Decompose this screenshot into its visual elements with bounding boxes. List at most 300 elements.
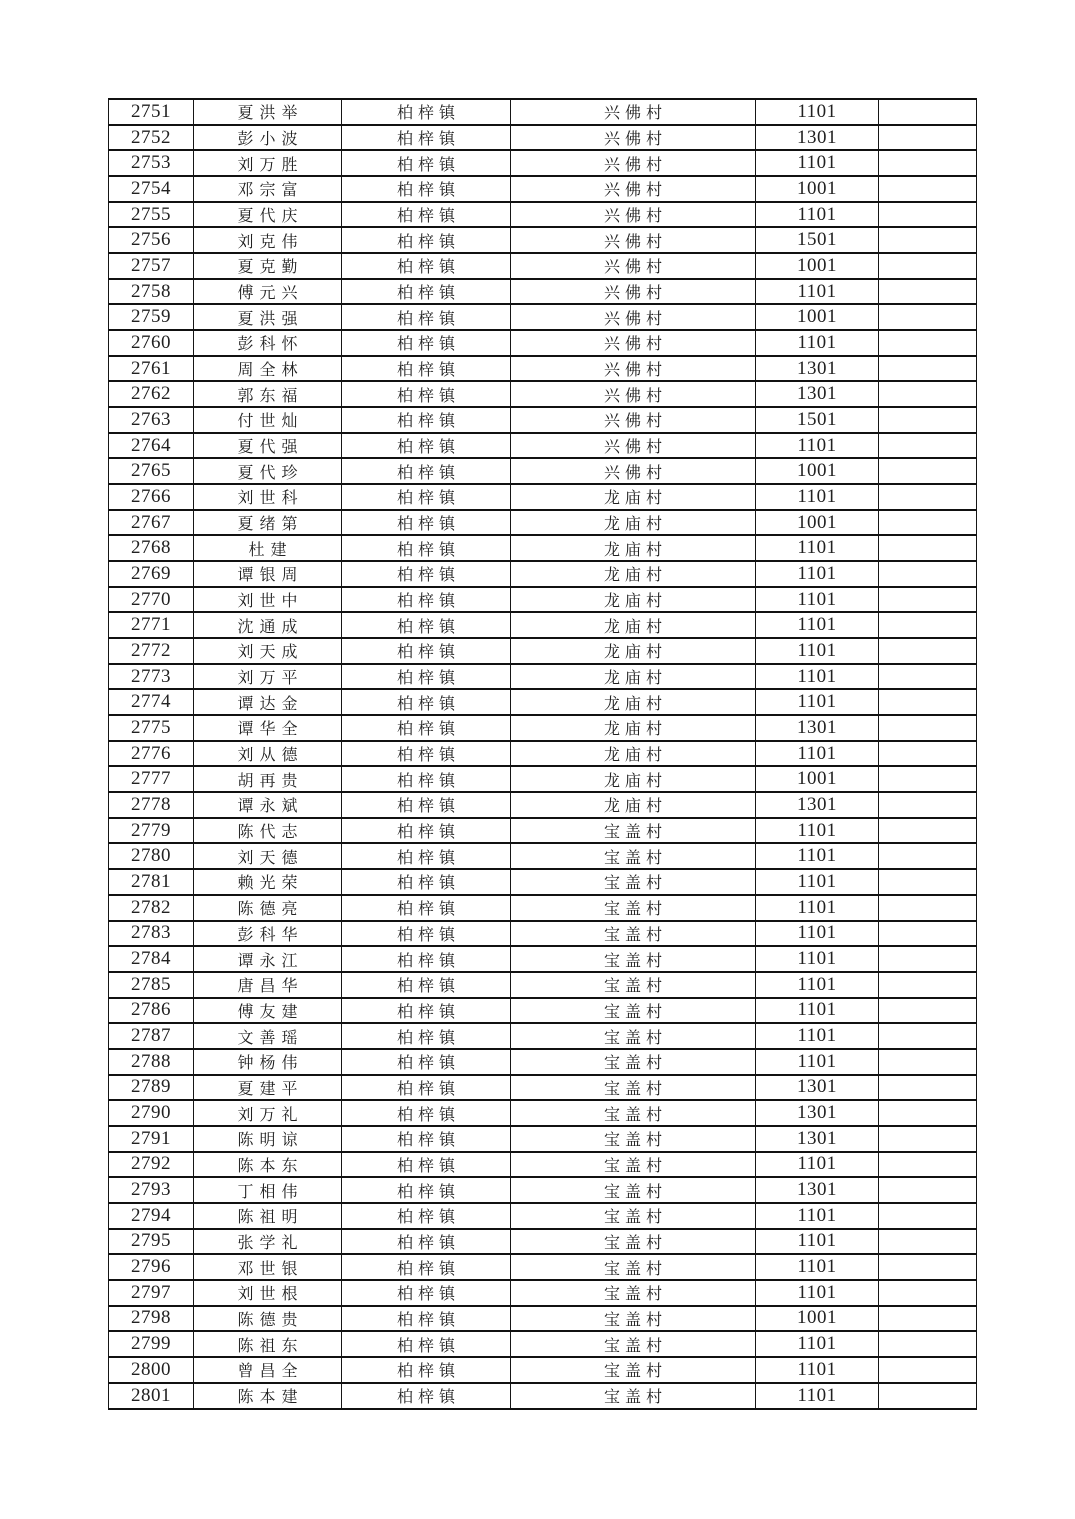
table-row [109, 1306, 977, 1332]
town-cell: 柏梓镇 [342, 1100, 511, 1126]
person-name-cell: 刘从德 [194, 741, 342, 767]
village-cell: 宝盖村 [511, 1383, 756, 1409]
village-cell: 宝盖村 [511, 1023, 756, 1049]
code-cell: 1101 [756, 1357, 879, 1383]
row-number-cell: 2797 [109, 1280, 194, 1306]
remark-cell [879, 1126, 977, 1152]
village-cell: 宝盖村 [511, 998, 756, 1024]
remark-cell [879, 1331, 977, 1357]
village-cell: 宝盖村 [511, 1331, 756, 1357]
code-cell: 1101 [756, 1383, 879, 1409]
table-row [109, 612, 977, 638]
table-row [109, 330, 977, 356]
village-cell: 宝盖村 [511, 818, 756, 844]
row-number-cell: 2789 [109, 1075, 194, 1101]
remark-cell [879, 869, 977, 895]
code-cell: 1301 [756, 1100, 879, 1126]
person-name-cell: 刘天成 [194, 638, 342, 664]
remark-cell [879, 792, 977, 818]
person-name-cell: 刘万平 [194, 664, 342, 690]
town-cell: 柏梓镇 [342, 715, 511, 741]
row-number-cell: 2758 [109, 279, 194, 305]
village-cell: 兴佛村 [511, 202, 756, 228]
code-cell: 1101 [756, 895, 879, 921]
town-cell: 柏梓镇 [342, 176, 511, 202]
remark-cell [879, 253, 977, 279]
person-name-cell: 刘世根 [194, 1280, 342, 1306]
town-cell: 柏梓镇 [342, 638, 511, 664]
town-cell: 柏梓镇 [342, 1357, 511, 1383]
code-cell: 1301 [756, 1075, 879, 1101]
village-cell: 宝盖村 [511, 1100, 756, 1126]
remark-cell [879, 1075, 977, 1101]
person-name-cell: 杜建 [194, 535, 342, 561]
table-row [109, 1203, 977, 1229]
remark-cell [879, 458, 977, 484]
village-cell: 兴佛村 [511, 356, 756, 382]
row-number-cell: 2788 [109, 1049, 194, 1075]
town-cell: 柏梓镇 [342, 125, 511, 151]
remark-cell [879, 766, 977, 792]
person-name-cell: 刘世中 [194, 587, 342, 613]
village-cell: 龙庙村 [511, 587, 756, 613]
town-cell: 柏梓镇 [342, 1280, 511, 1306]
town-cell: 柏梓镇 [342, 381, 511, 407]
remark-cell [879, 587, 977, 613]
remark-cell [879, 304, 977, 330]
person-name-cell: 彭小波 [194, 125, 342, 151]
row-number-cell: 2794 [109, 1203, 194, 1229]
person-name-cell: 胡再贵 [194, 766, 342, 792]
village-cell: 宝盖村 [511, 869, 756, 895]
village-cell: 宝盖村 [511, 1075, 756, 1101]
remark-cell [879, 1023, 977, 1049]
remark-cell [879, 972, 977, 998]
code-cell: 1101 [756, 638, 879, 664]
remark-cell [879, 227, 977, 253]
person-name-cell: 傅友建 [194, 998, 342, 1024]
row-number-cell: 2791 [109, 1126, 194, 1152]
code-cell: 1101 [756, 818, 879, 844]
remark-cell [879, 998, 977, 1024]
town-cell: 柏梓镇 [342, 998, 511, 1024]
village-cell: 宝盖村 [511, 1357, 756, 1383]
table-row [109, 484, 977, 510]
village-cell: 兴佛村 [511, 279, 756, 305]
table-row [109, 1357, 977, 1383]
town-cell: 柏梓镇 [342, 1306, 511, 1332]
row-number-cell: 2785 [109, 972, 194, 998]
remark-cell [879, 561, 977, 587]
person-name-cell: 陈代志 [194, 818, 342, 844]
village-cell: 兴佛村 [511, 253, 756, 279]
remark-cell [879, 356, 977, 382]
person-name-cell: 傅元兴 [194, 279, 342, 305]
town-cell: 柏梓镇 [342, 279, 511, 305]
code-cell: 1101 [756, 1152, 879, 1178]
person-name-cell: 谭永江 [194, 946, 342, 972]
person-name-cell: 刘克伟 [194, 227, 342, 253]
code-cell: 1101 [756, 433, 879, 459]
remark-cell [879, 484, 977, 510]
town-cell: 柏梓镇 [342, 843, 511, 869]
person-name-cell: 付世灿 [194, 407, 342, 433]
remark-cell [879, 279, 977, 305]
remark-cell [879, 1383, 977, 1409]
code-cell: 1101 [756, 535, 879, 561]
code-cell: 1001 [756, 1306, 879, 1332]
person-name-cell: 陈祖明 [194, 1203, 342, 1229]
town-cell: 柏梓镇 [342, 766, 511, 792]
remark-cell [879, 843, 977, 869]
person-name-cell: 周全林 [194, 356, 342, 382]
table-row [109, 664, 977, 690]
code-cell: 1101 [756, 99, 879, 125]
village-cell: 兴佛村 [511, 227, 756, 253]
code-cell: 1101 [756, 561, 879, 587]
person-name-cell: 陈祖东 [194, 1331, 342, 1357]
person-name-cell: 陈德贵 [194, 1306, 342, 1332]
village-cell: 兴佛村 [511, 125, 756, 151]
person-name-cell: 唐昌华 [194, 972, 342, 998]
row-number-cell: 2759 [109, 304, 194, 330]
town-cell: 柏梓镇 [342, 1177, 511, 1203]
village-cell: 兴佛村 [511, 99, 756, 125]
town-cell: 柏梓镇 [342, 150, 511, 176]
village-cell: 龙庙村 [511, 766, 756, 792]
table-row [109, 766, 977, 792]
remark-cell [879, 1100, 977, 1126]
table-row [109, 1126, 977, 1152]
town-cell: 柏梓镇 [342, 741, 511, 767]
table-row [109, 227, 977, 253]
table-row [109, 715, 977, 741]
row-number-cell: 2798 [109, 1306, 194, 1332]
person-name-cell: 夏代强 [194, 433, 342, 459]
roster-table-body [109, 99, 977, 1409]
remark-cell [879, 202, 977, 228]
remark-cell [879, 689, 977, 715]
code-cell: 1101 [756, 921, 879, 947]
town-cell: 柏梓镇 [342, 895, 511, 921]
person-name-cell: 夏代珍 [194, 458, 342, 484]
person-name-cell: 曾昌全 [194, 1357, 342, 1383]
remark-cell [879, 1357, 977, 1383]
table-row [109, 253, 977, 279]
code-cell: 1301 [756, 356, 879, 382]
row-number-cell: 2781 [109, 869, 194, 895]
code-cell: 1101 [756, 1280, 879, 1306]
table-row [109, 998, 977, 1024]
village-cell: 宝盖村 [511, 946, 756, 972]
row-number-cell: 2801 [109, 1383, 194, 1409]
row-number-cell: 2775 [109, 715, 194, 741]
code-cell: 1101 [756, 1203, 879, 1229]
row-number-cell: 2783 [109, 921, 194, 947]
village-cell: 龙庙村 [511, 510, 756, 536]
village-cell: 龙庙村 [511, 792, 756, 818]
town-cell: 柏梓镇 [342, 458, 511, 484]
town-cell: 柏梓镇 [342, 946, 511, 972]
person-name-cell: 夏绪第 [194, 510, 342, 536]
town-cell: 柏梓镇 [342, 1023, 511, 1049]
town-cell: 柏梓镇 [342, 535, 511, 561]
code-cell: 1301 [756, 1126, 879, 1152]
person-name-cell: 夏洪强 [194, 304, 342, 330]
town-cell: 柏梓镇 [342, 1331, 511, 1357]
code-cell: 1101 [756, 946, 879, 972]
row-number-cell: 2790 [109, 1100, 194, 1126]
table-row [109, 304, 977, 330]
code-cell: 1501 [756, 227, 879, 253]
village-cell: 兴佛村 [511, 458, 756, 484]
table-row [109, 869, 977, 895]
table-row [109, 1049, 977, 1075]
table-row [109, 843, 977, 869]
code-cell: 1101 [756, 664, 879, 690]
person-name-cell: 邓世银 [194, 1254, 342, 1280]
row-number-cell: 2779 [109, 818, 194, 844]
remark-cell [879, 638, 977, 664]
remark-cell [879, 921, 977, 947]
table-row [109, 818, 977, 844]
town-cell: 柏梓镇 [342, 304, 511, 330]
town-cell: 柏梓镇 [342, 587, 511, 613]
town-cell: 柏梓镇 [342, 1126, 511, 1152]
remark-cell [879, 99, 977, 125]
village-cell: 兴佛村 [511, 176, 756, 202]
roster-table [108, 98, 977, 1410]
row-number-cell: 2777 [109, 766, 194, 792]
table-row [109, 279, 977, 305]
village-cell: 宝盖村 [511, 1306, 756, 1332]
row-number-cell: 2782 [109, 895, 194, 921]
table-row [109, 1280, 977, 1306]
town-cell: 柏梓镇 [342, 869, 511, 895]
village-cell: 龙庙村 [511, 741, 756, 767]
person-name-cell: 刘万礼 [194, 1100, 342, 1126]
code-cell: 1101 [756, 150, 879, 176]
code-cell: 1101 [756, 612, 879, 638]
code-cell: 1101 [756, 202, 879, 228]
remark-cell [879, 381, 977, 407]
row-number-cell: 2795 [109, 1229, 194, 1255]
person-name-cell: 夏代庆 [194, 202, 342, 228]
village-cell: 宝盖村 [511, 843, 756, 869]
row-number-cell: 2771 [109, 612, 194, 638]
town-cell: 柏梓镇 [342, 253, 511, 279]
code-cell: 1101 [756, 1229, 879, 1255]
remark-cell [879, 1280, 977, 1306]
person-name-cell: 刘天德 [194, 843, 342, 869]
remark-cell [879, 1254, 977, 1280]
remark-cell [879, 125, 977, 151]
town-cell: 柏梓镇 [342, 1383, 511, 1409]
remark-cell [879, 1152, 977, 1178]
town-cell: 柏梓镇 [342, 972, 511, 998]
table-row [109, 125, 977, 151]
town-cell: 柏梓镇 [342, 99, 511, 125]
code-cell: 1101 [756, 1023, 879, 1049]
village-cell: 兴佛村 [511, 150, 756, 176]
table-row [109, 1100, 977, 1126]
village-cell: 龙庙村 [511, 715, 756, 741]
town-cell: 柏梓镇 [342, 1254, 511, 1280]
person-name-cell: 谭华全 [194, 715, 342, 741]
row-number-cell: 2768 [109, 535, 194, 561]
remark-cell [879, 818, 977, 844]
town-cell: 柏梓镇 [342, 1152, 511, 1178]
remark-cell [879, 715, 977, 741]
code-cell: 1101 [756, 587, 879, 613]
row-number-cell: 2764 [109, 433, 194, 459]
town-cell: 柏梓镇 [342, 407, 511, 433]
remark-cell [879, 895, 977, 921]
table-row [109, 510, 977, 536]
town-cell: 柏梓镇 [342, 664, 511, 690]
row-number-cell: 2787 [109, 1023, 194, 1049]
row-number-cell: 2776 [109, 741, 194, 767]
row-number-cell: 2793 [109, 1177, 194, 1203]
town-cell: 柏梓镇 [342, 1229, 511, 1255]
table-row [109, 921, 977, 947]
code-cell: 1001 [756, 458, 879, 484]
village-cell: 宝盖村 [511, 895, 756, 921]
person-name-cell: 邓宗富 [194, 176, 342, 202]
village-cell: 龙庙村 [511, 638, 756, 664]
table-row [109, 150, 977, 176]
person-name-cell: 夏洪举 [194, 99, 342, 125]
village-cell: 龙庙村 [511, 689, 756, 715]
town-cell: 柏梓镇 [342, 1049, 511, 1075]
person-name-cell: 陈本东 [194, 1152, 342, 1178]
person-name-cell: 谭达金 [194, 689, 342, 715]
remark-cell [879, 612, 977, 638]
code-cell: 1301 [756, 125, 879, 151]
row-number-cell: 2757 [109, 253, 194, 279]
table-row [109, 433, 977, 459]
village-cell: 宝盖村 [511, 1049, 756, 1075]
code-cell: 1101 [756, 1254, 879, 1280]
person-name-cell: 彭科华 [194, 921, 342, 947]
person-name-cell: 谭银周 [194, 561, 342, 587]
person-name-cell: 刘万胜 [194, 150, 342, 176]
person-name-cell: 陈本建 [194, 1383, 342, 1409]
village-cell: 宝盖村 [511, 1254, 756, 1280]
row-number-cell: 2780 [109, 843, 194, 869]
code-cell: 1301 [756, 715, 879, 741]
row-number-cell: 2800 [109, 1357, 194, 1383]
town-cell: 柏梓镇 [342, 818, 511, 844]
remark-cell [879, 535, 977, 561]
code-cell: 1101 [756, 1049, 879, 1075]
town-cell: 柏梓镇 [342, 330, 511, 356]
town-cell: 柏梓镇 [342, 1075, 511, 1101]
remark-cell [879, 946, 977, 972]
village-cell: 龙庙村 [511, 484, 756, 510]
table-row [109, 202, 977, 228]
person-name-cell: 文善瑶 [194, 1023, 342, 1049]
person-name-cell: 谭永斌 [194, 792, 342, 818]
person-name-cell: 丁相伟 [194, 1177, 342, 1203]
code-cell: 1101 [756, 972, 879, 998]
row-number-cell: 2792 [109, 1152, 194, 1178]
row-number-cell: 2763 [109, 407, 194, 433]
row-number-cell: 2796 [109, 1254, 194, 1280]
town-cell: 柏梓镇 [342, 921, 511, 947]
row-number-cell: 2752 [109, 125, 194, 151]
remark-cell [879, 664, 977, 690]
town-cell: 柏梓镇 [342, 1203, 511, 1229]
person-name-cell: 钟杨伟 [194, 1049, 342, 1075]
code-cell: 1001 [756, 766, 879, 792]
village-cell: 宝盖村 [511, 1177, 756, 1203]
row-number-cell: 2756 [109, 227, 194, 253]
row-number-cell: 2765 [109, 458, 194, 484]
table-row [109, 99, 977, 125]
remark-cell [879, 330, 977, 356]
table-row [109, 1075, 977, 1101]
village-cell: 兴佛村 [511, 407, 756, 433]
row-number-cell: 2778 [109, 792, 194, 818]
town-cell: 柏梓镇 [342, 510, 511, 536]
person-name-cell: 彭科怀 [194, 330, 342, 356]
code-cell: 1101 [756, 279, 879, 305]
code-cell: 1001 [756, 253, 879, 279]
table-row [109, 1177, 977, 1203]
person-name-cell: 陈德亮 [194, 895, 342, 921]
village-cell: 兴佛村 [511, 330, 756, 356]
person-name-cell: 陈明谅 [194, 1126, 342, 1152]
village-cell: 龙庙村 [511, 612, 756, 638]
town-cell: 柏梓镇 [342, 792, 511, 818]
code-cell: 1101 [756, 1331, 879, 1357]
village-cell: 兴佛村 [511, 381, 756, 407]
remark-cell [879, 407, 977, 433]
remark-cell [879, 1203, 977, 1229]
village-cell: 宝盖村 [511, 1229, 756, 1255]
person-name-cell: 夏建平 [194, 1075, 342, 1101]
table-row [109, 972, 977, 998]
row-number-cell: 2799 [109, 1331, 194, 1357]
table-row [109, 792, 977, 818]
table-row [109, 561, 977, 587]
remark-cell [879, 176, 977, 202]
row-number-cell: 2761 [109, 356, 194, 382]
table-row [109, 587, 977, 613]
row-number-cell: 2774 [109, 689, 194, 715]
remark-cell [879, 741, 977, 767]
village-cell: 宝盖村 [511, 921, 756, 947]
person-name-cell: 郭东福 [194, 381, 342, 407]
village-cell: 宝盖村 [511, 1203, 756, 1229]
table-row [109, 407, 977, 433]
village-cell: 兴佛村 [511, 433, 756, 459]
code-cell: 1101 [756, 741, 879, 767]
town-cell: 柏梓镇 [342, 612, 511, 638]
row-number-cell: 2766 [109, 484, 194, 510]
code-cell: 1001 [756, 304, 879, 330]
table-row [109, 689, 977, 715]
village-cell: 兴佛村 [511, 304, 756, 330]
row-number-cell: 2784 [109, 946, 194, 972]
row-number-cell: 2753 [109, 150, 194, 176]
code-cell: 1101 [756, 843, 879, 869]
table-row [109, 1229, 977, 1255]
remark-cell [879, 1229, 977, 1255]
code-cell: 1301 [756, 1177, 879, 1203]
town-cell: 柏梓镇 [342, 202, 511, 228]
